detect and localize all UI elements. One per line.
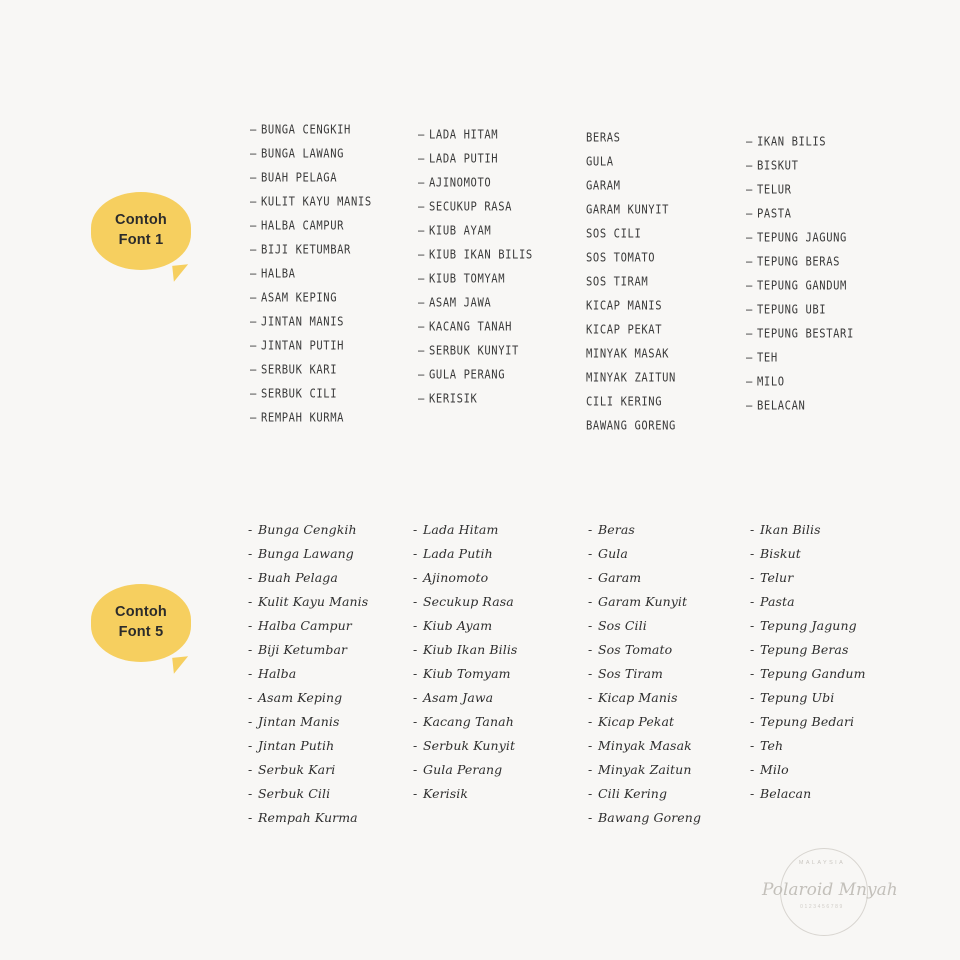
font1-column-2 [418, 118, 586, 438]
bullet-dash: - [248, 545, 253, 561]
list-item [248, 638, 413, 662]
list-item [750, 758, 910, 782]
bullet-dash: - [248, 689, 253, 705]
list-item-label: Pasta [760, 593, 795, 609]
list-item-label: TEPUNG GANDUM [757, 278, 847, 293]
bullet-dash: – [250, 266, 257, 281]
list-item-label: Serbuk Kunyit [423, 737, 516, 753]
bullet-dash: – [250, 146, 257, 161]
list-item [588, 734, 750, 758]
list-item-label: MILO [757, 374, 785, 389]
list-item [248, 806, 413, 830]
list-item-label: Halba Campur [258, 617, 352, 633]
list-item [250, 404, 418, 432]
list-item-label: GARAM KUNYIT [586, 202, 670, 217]
list-item [750, 782, 910, 806]
bullet-dash: - [588, 521, 593, 537]
list-item [418, 385, 586, 413]
bullet-dash: - [413, 665, 418, 681]
list-item [248, 710, 413, 734]
list-item-label: BUNGA LAWANG [261, 146, 345, 161]
list-item-label: KACANG TANAH [429, 319, 513, 334]
bullet-dash: - [750, 665, 755, 681]
bullet-dash: – [746, 254, 753, 269]
list-item-label: SECUKUP RASA [429, 199, 513, 214]
bullet-dash: – [250, 362, 257, 377]
bullet-dash: - [248, 617, 253, 633]
list-item-label: Teh [760, 737, 784, 753]
list-item-label: JINTAN PUTIH [261, 338, 345, 353]
list-item-label: Telur [760, 569, 794, 585]
list-item [413, 518, 588, 542]
bullet-dash: - [750, 545, 755, 561]
list-item-label: SOS CILI [586, 226, 642, 241]
font-5-sample-list [248, 518, 910, 830]
list-item-label: TEPUNG JAGUNG [757, 230, 847, 245]
badge-1-line-2: Font 1 [118, 232, 164, 248]
list-item-label: Lada Hitam [423, 521, 499, 537]
bullet-dash: - [750, 569, 755, 585]
list-item-label: TEPUNG UBI [757, 302, 827, 317]
list-item-label: Kulit Kayu Manis [258, 593, 369, 609]
list-item-label: Kicap Manis [598, 689, 678, 705]
bullet-dash: - [248, 569, 253, 585]
bullet-dash: - [588, 785, 593, 801]
list-item-label: KULIT KAYU MANIS [261, 194, 372, 209]
list-item-label: Kiub Ikan Bilis [423, 641, 518, 657]
list-item-label: Garam Kunyit [598, 593, 688, 609]
list-item [588, 590, 750, 614]
list-item [248, 518, 413, 542]
bullet-dash: - [248, 761, 253, 777]
font1-column-1 [250, 118, 418, 438]
list-item-label: Milo [760, 761, 789, 777]
list-item-label: KERISIK [429, 391, 478, 406]
bullet-dash: - [588, 737, 593, 753]
list-item-label: Tepung Gandum [760, 665, 866, 681]
list-item-label: Gula [598, 545, 628, 561]
list-item-label: Bunga Lawang [258, 545, 354, 561]
bullet-dash: - [413, 521, 418, 537]
bullet-dash: - [413, 617, 418, 633]
speech-bubble-tail-icon [172, 264, 190, 282]
list-item-label: KIUB IKAN BILIS [429, 247, 533, 262]
list-item-label: Secukup Rasa [423, 593, 514, 609]
list-item-label: Kicap Pekat [598, 713, 675, 729]
list-item [750, 566, 910, 590]
list-item-label: KICAP MANIS [586, 298, 663, 313]
list-item-label: TEH [757, 350, 778, 365]
bullet-dash: – [418, 271, 425, 286]
list-item-label: Biji Ketumbar [258, 641, 348, 657]
list-item-label: Kiub Tomyam [423, 665, 511, 681]
list-item-label: Buah Pelaga [258, 569, 338, 585]
bullet-dash: - [588, 617, 593, 633]
list-item-label: Kerisik [423, 785, 469, 801]
bullet-dash: – [250, 314, 257, 329]
bullet-dash: - [413, 593, 418, 609]
list-item [248, 734, 413, 758]
font5-column-3 [588, 518, 750, 830]
bullet-dash: – [418, 391, 425, 406]
list-item-label: BERAS [586, 130, 621, 145]
list-item [746, 392, 906, 420]
watermark-top-text: MALAYSIA [798, 860, 846, 866]
list-item [588, 710, 750, 734]
font1-column-4 [746, 118, 906, 438]
list-item [248, 758, 413, 782]
list-item [750, 734, 910, 758]
list-item-label: Sos Tomato [598, 641, 673, 657]
list-item-label: GARAM [586, 178, 621, 193]
list-item [413, 662, 588, 686]
bullet-dash: – [418, 127, 425, 142]
list-item-label: Beras [598, 521, 635, 537]
list-item [750, 614, 910, 638]
bullet-dash: – [418, 367, 425, 382]
list-item [588, 614, 750, 638]
font5-column-4 [750, 518, 910, 830]
list-item-label: Cili Kering [598, 785, 668, 801]
list-item [588, 686, 750, 710]
bullet-dash: – [746, 182, 753, 197]
bullet-dash: - [750, 617, 755, 633]
list-item-label: JINTAN MANIS [261, 314, 345, 329]
list-item [588, 638, 750, 662]
list-item-label: Jintan Putih [258, 737, 335, 753]
list-item-label: MINYAK ZAITUN [586, 370, 676, 385]
bullet-dash: – [250, 290, 257, 305]
list-item-label: BUAH PELAGA [261, 170, 338, 185]
list-item-label: KICAP PEKAT [586, 322, 663, 337]
list-item-label: Kiub Ayam [423, 617, 493, 633]
bullet-dash: - [588, 713, 593, 729]
bullet-dash: - [413, 545, 418, 561]
list-item-label: SOS TOMATO [586, 250, 656, 265]
font1-column-3 [586, 118, 746, 438]
list-item-label: Gula Perang [423, 761, 503, 777]
list-item-label: Biskut [760, 545, 801, 561]
list-item-label: CILI KERING [586, 394, 663, 409]
list-item-label: HALBA [261, 266, 296, 281]
list-item-label: Serbuk Cili [258, 785, 331, 801]
list-item-label: BAWANG GORENG [586, 418, 676, 433]
bullet-dash: - [750, 737, 755, 753]
list-item [413, 782, 588, 806]
bullet-dash: - [588, 545, 593, 561]
list-item-label: SERBUK KUNYIT [429, 343, 519, 358]
list-item [413, 710, 588, 734]
bullet-dash: - [750, 785, 755, 801]
list-item-label: Garam [598, 569, 642, 585]
list-item-label: KIUB AYAM [429, 223, 492, 238]
list-item-label: TEPUNG BERAS [757, 254, 841, 269]
list-item [750, 686, 910, 710]
list-item-label: Ajinomoto [423, 569, 489, 585]
list-item-label: PASTA [757, 206, 792, 221]
bullet-dash: - [750, 521, 755, 537]
list-item-label: Tepung Bedari [760, 713, 855, 729]
bullet-dash: - [248, 593, 253, 609]
bullet-dash: – [250, 386, 257, 401]
watermark-contact-number: 0123456789 [800, 904, 844, 910]
bullet-dash: – [746, 350, 753, 365]
badge-1-line-1: Contoh [115, 212, 167, 229]
list-item [248, 686, 413, 710]
badge-contoh-font-5 [91, 584, 191, 662]
font5-column-2 [413, 518, 588, 830]
bullet-dash: – [418, 295, 425, 310]
bullet-dash: - [248, 809, 253, 825]
bullet-dash: - [588, 641, 593, 657]
badge-contoh-font-1 [91, 192, 191, 270]
speech-bubble-tail-icon [172, 656, 190, 674]
list-item [248, 566, 413, 590]
bullet-dash: – [746, 278, 753, 293]
list-item-label: TELUR [757, 182, 792, 197]
list-item [750, 518, 910, 542]
bullet-dash: – [418, 319, 425, 334]
bullet-dash: – [250, 170, 257, 185]
bullet-dash: – [250, 218, 257, 233]
list-item-label: GULA [586, 154, 614, 169]
list-item-label: SOS TIRAM [586, 274, 649, 289]
list-item-label: Ikan Bilis [760, 521, 821, 537]
badge-2-line-2: Font 5 [118, 624, 164, 640]
bullet-dash: - [588, 809, 593, 825]
bullet-dash: – [250, 338, 257, 353]
bullet-dash: - [248, 785, 253, 801]
list-item-label: Jintan Manis [258, 713, 340, 729]
bullet-dash: - [588, 689, 593, 705]
list-item-label: MINYAK MASAK [586, 346, 670, 361]
bullet-dash: - [588, 761, 593, 777]
list-item [588, 806, 750, 830]
list-item-label: HALBA CAMPUR [261, 218, 345, 233]
bullet-dash: - [413, 569, 418, 585]
bullet-dash: - [413, 785, 418, 801]
list-item [413, 566, 588, 590]
bullet-dash: – [746, 158, 753, 173]
list-item [588, 518, 750, 542]
list-item [413, 542, 588, 566]
badge-2-line-1: Contoh [115, 604, 167, 621]
list-item [588, 662, 750, 686]
bullet-dash: – [250, 122, 257, 137]
list-item-label: ASAM KEPING [261, 290, 338, 305]
font5-column-1 [248, 518, 413, 830]
list-item-label: KIUB TOMYAM [429, 271, 506, 286]
bullet-dash: - [588, 569, 593, 585]
bullet-dash: - [413, 689, 418, 705]
watermark-brand-name: Polaroid Mnyah [762, 880, 898, 900]
bullet-dash: – [746, 374, 753, 389]
list-item-label: LADA PUTIH [429, 151, 499, 166]
list-item [413, 638, 588, 662]
list-item [413, 734, 588, 758]
list-item-label: Tepung Ubi [760, 689, 835, 705]
list-item [588, 566, 750, 590]
list-item [588, 782, 750, 806]
bullet-dash: - [413, 713, 418, 729]
list-item-label: Kacang Tanah [423, 713, 514, 729]
list-item [248, 782, 413, 806]
bullet-dash: - [750, 641, 755, 657]
list-item [413, 758, 588, 782]
bullet-dash: - [750, 593, 755, 609]
bullet-dash: - [413, 761, 418, 777]
bullet-dash: - [248, 521, 253, 537]
bullet-dash: – [746, 326, 753, 341]
bullet-dash: – [746, 398, 753, 413]
font-1-sample-list [250, 118, 906, 438]
list-item-label: Minyak Masak [598, 737, 692, 753]
bullet-dash: – [418, 151, 425, 166]
list-item-label: Sos Tiram [598, 665, 663, 681]
list-item-label: Minyak Zaitun [598, 761, 692, 777]
list-item-label: SERBUK CILI [261, 386, 338, 401]
list-item [750, 590, 910, 614]
list-item [248, 590, 413, 614]
bullet-dash: - [413, 737, 418, 753]
bullet-dash: – [250, 410, 257, 425]
bullet-dash: - [248, 737, 253, 753]
list-item-label: Belacan [760, 785, 812, 801]
list-item [588, 758, 750, 782]
list-item [248, 662, 413, 686]
list-item-label: LADA HITAM [429, 127, 499, 142]
list-item-label: ASAM JAWA [429, 295, 492, 310]
list-item-label: GULA PERANG [429, 367, 506, 382]
bullet-dash: - [588, 593, 593, 609]
bullet-dash: – [746, 230, 753, 245]
bullet-dash: – [250, 194, 257, 209]
list-item-label: Asam Jawa [423, 689, 494, 705]
bullet-dash: - [588, 665, 593, 681]
bullet-dash: – [746, 206, 753, 221]
list-item-label: Bawang Goreng [598, 809, 702, 825]
list-item [750, 662, 910, 686]
list-item [750, 542, 910, 566]
list-item-label: Rempah Kurma [258, 809, 358, 825]
list-item-label: SERBUK KARI [261, 362, 338, 377]
list-item-label: Tepung Beras [760, 641, 849, 657]
bullet-dash: - [248, 713, 253, 729]
bullet-dash: - [413, 641, 418, 657]
list-item-label: BISKUT [757, 158, 799, 173]
bullet-dash: – [418, 247, 425, 262]
list-item-label: Halba [258, 665, 297, 681]
bullet-dash: – [746, 302, 753, 317]
list-item-label: TEPUNG BESTARI [757, 326, 854, 341]
bullet-dash: – [418, 223, 425, 238]
bullet-dash: - [750, 689, 755, 705]
list-item [586, 412, 746, 440]
list-item [413, 590, 588, 614]
list-item [750, 710, 910, 734]
list-item-label: IKAN BILIS [757, 134, 827, 149]
list-item-label: BIJI KETUMBAR [261, 242, 351, 257]
list-item [413, 686, 588, 710]
list-item-label: REMPAH KURMA [261, 410, 345, 425]
list-item-label: AJINOMOTO [429, 175, 492, 190]
list-item-label: BUNGA CENGKIH [261, 122, 351, 137]
bullet-dash: – [418, 343, 425, 358]
bullet-dash: - [750, 713, 755, 729]
list-item-label: Asam Keping [258, 689, 343, 705]
bullet-dash: – [418, 175, 425, 190]
bullet-dash: - [248, 641, 253, 657]
bullet-dash: – [418, 199, 425, 214]
bullet-dash: - [248, 665, 253, 681]
bullet-dash: – [746, 134, 753, 149]
list-item [750, 638, 910, 662]
list-item-label: Serbuk Kari [258, 761, 336, 777]
list-item [588, 542, 750, 566]
watermark-logo [762, 842, 898, 938]
bullet-dash: – [250, 242, 257, 257]
list-item [248, 614, 413, 638]
list-item-label: Tepung Jagung [760, 617, 857, 633]
list-item [248, 542, 413, 566]
list-item [413, 614, 588, 638]
list-item-label: Sos Cili [598, 617, 647, 633]
list-item-label: Bunga Cengkih [258, 521, 357, 537]
bullet-dash: - [750, 761, 755, 777]
list-item-label: BELACAN [757, 398, 806, 413]
list-item-label: Lada Putih [423, 545, 493, 561]
